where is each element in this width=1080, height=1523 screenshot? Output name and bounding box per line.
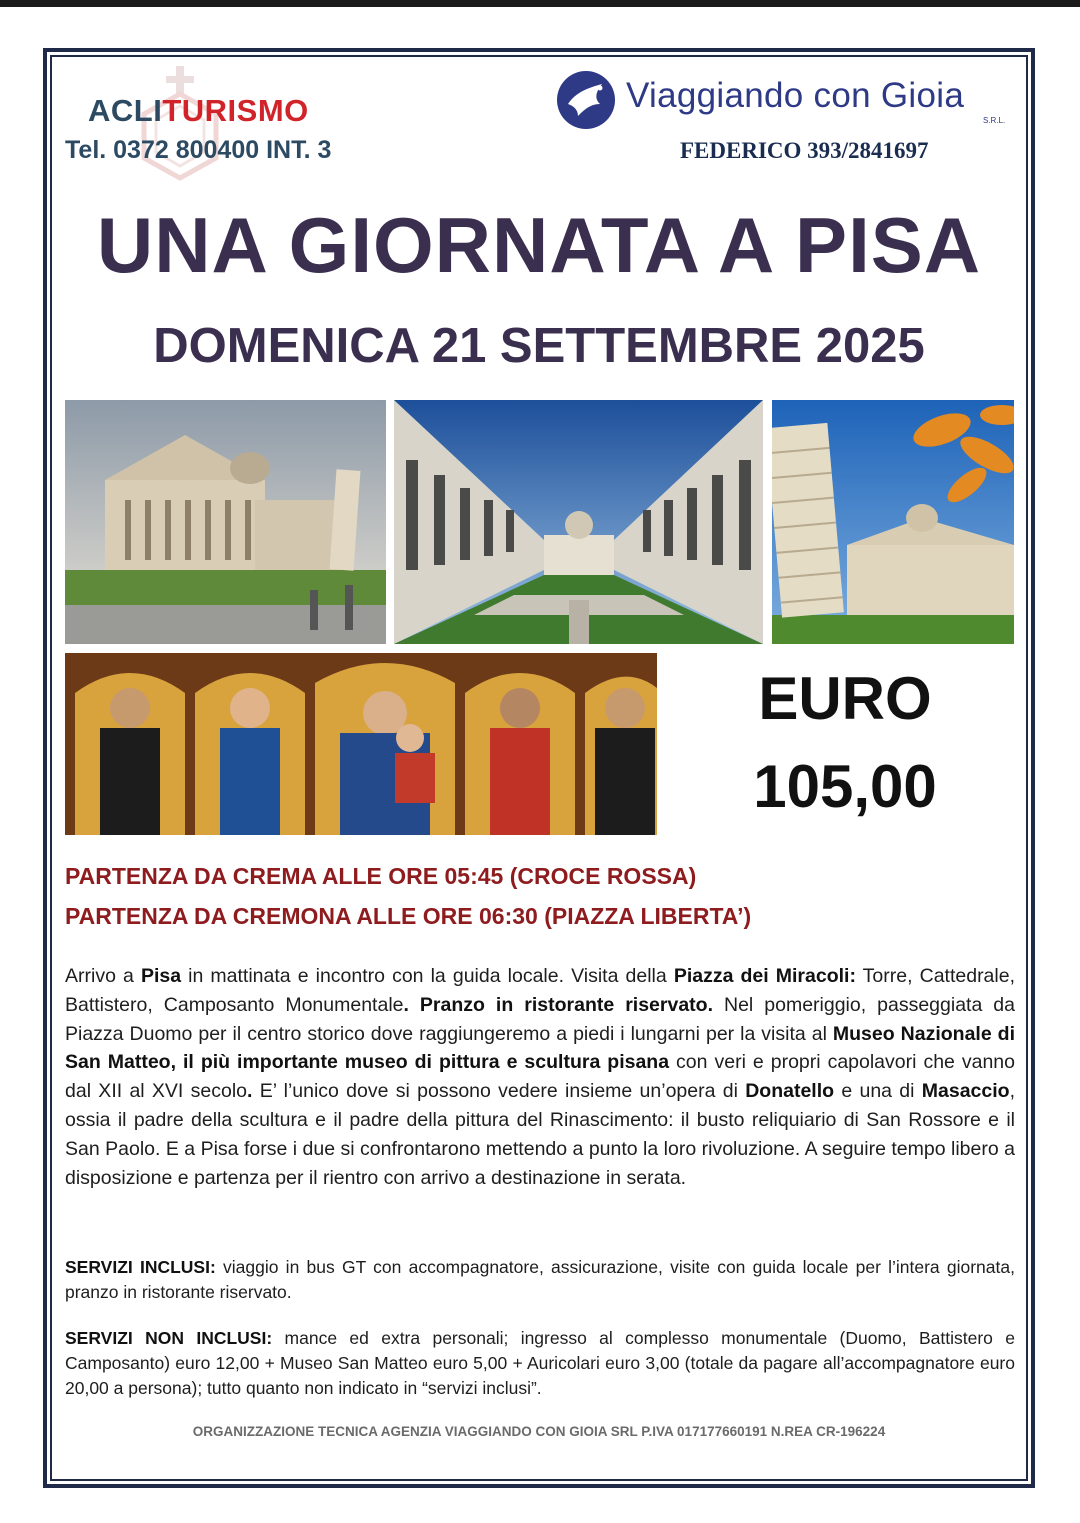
description-segment: Pisa: [140, 965, 182, 987]
description-segment: Nel pomeriggio, passeggiata da Piazza Duomo per il centro storico dove raggiungeremo a piedi i lungarni per la visita al: [65, 993, 1015, 1045]
description-segment: Donatello: [745, 1080, 835, 1103]
acli-brand-part2: TURISMO: [162, 93, 309, 128]
description-segment: e una di: [834, 1080, 922, 1103]
pisa-cathedral-photo: [65, 400, 386, 644]
agency-suffix: S.R.L.: [983, 116, 1006, 125]
description-segment: . Pranzo in ristorante riservato.: [403, 993, 713, 1016]
polyptych-painting-photo: [65, 653, 657, 835]
services-excluded: [65, 1326, 1015, 1401]
top-dark-bar: [0, 0, 1080, 7]
services-included-label: SERVIZI INCLUSI:: [65, 1257, 216, 1277]
price-amount: 105,00: [753, 753, 937, 820]
acliturismo-brand: [88, 93, 309, 129]
description-segment: .: [247, 1080, 253, 1103]
description-segment: Torre, Cattedrale, Battistero, Camposanto Monumentale: [65, 965, 1015, 1016]
services-excluded-text: mance ed extra personali; ingresso al complesso monumentale (Duomo, Battistero e Camposanto) euro 12,00 + Museo San Matteo euro 5,00 + Auricolari euro 3,00 (totale da pagare all’accompagnatore euro 20,00 a persona); tutto quanto non indicato in “servizi inclusi”.: [65, 1328, 1015, 1398]
services-included: [65, 1255, 1015, 1305]
camposanto-cloister-photo: [394, 400, 763, 644]
itinerary-description: [65, 962, 1015, 1192]
dove-logo-icon: [556, 70, 616, 130]
price-currency: EURO: [758, 665, 932, 732]
departure-cremona: PARTENZA DA CREMONA ALLE ORE 06:30 (PIAZZA LIBERTA’): [65, 903, 752, 929]
description-segment: con veri e propri capolavori che vanno dal XII al XVI secolo: [65, 1051, 1016, 1103]
description-segment: Museo Nazionale di San Matteo, il più importante museo di pittura e scultura pisana: [65, 1022, 1015, 1074]
acli-brand-part1: ACLI: [88, 93, 163, 128]
agency-name: Viaggiando con Gioia: [626, 76, 965, 115]
description-segment: , ossia il padre della scultura e il padre della pittura del Rinascimento: il busto reliquiario di San Rossore e il San Paolo. E a Pisa forse i due si confrontarono mettendo a punto la loro rivoluzione. A seguire tempo libero a disposizione e partenza per il rientro con arrivo a destinazione in serata.: [65, 1080, 1015, 1189]
footer-legal: ORGANIZZAZIONE TECNICA AGENZIA VIAGGIANDO CON GIOIA SRL P.IVA 017177660191 N.REA CR-196224: [192, 1424, 886, 1439]
page-title: UNA GIORNATA A PISA: [96, 201, 982, 289]
services-included-text: viaggio in bus GT con accompagnatore, assicurazione, visite con guida locale per l’intera giornata, pranzo in ristorante riservato.: [65, 1257, 1015, 1302]
description-segment: in mattinata e incontro con la guida locale. Visita della: [181, 965, 674, 987]
departure-crema: PARTENZA DA CREMA ALLE ORE 05:45 (CROCE ROSSA): [65, 863, 697, 889]
contact-phone: FEDERICO 393/2841697: [680, 138, 929, 163]
leaning-tower-photo: [772, 400, 1014, 644]
event-date: DOMENICA 21 SETTEMBRE 2025: [153, 319, 925, 373]
acli-phone: Tel. 0372 800400 INT. 3: [65, 136, 332, 164]
description-segment: Arrivo a: [65, 965, 141, 987]
services-excluded-label: SERVIZI NON INCLUSI:: [65, 1328, 273, 1348]
description-segment: E’ l’unico dove si possono vedere insieme un’opera di: [252, 1080, 746, 1103]
description-segment: Masaccio: [921, 1080, 1010, 1103]
description-segment: Piazza dei Miracoli:: [673, 965, 856, 987]
